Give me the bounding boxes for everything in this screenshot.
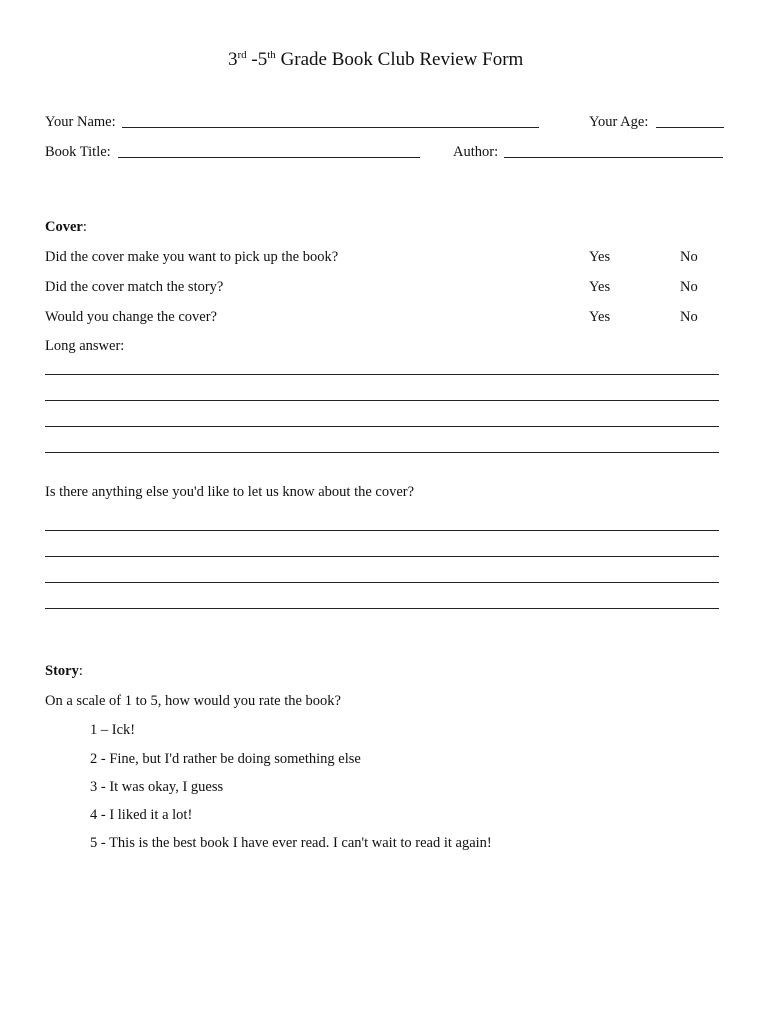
book-title-field[interactable] — [118, 157, 420, 158]
cover-question-3: Would you change the cover? — [45, 309, 217, 325]
cover-question-3-yes[interactable]: Yes — [589, 309, 611, 325]
name-label: Your Name: — [45, 114, 116, 130]
long-answer-label: Long answer: — [45, 338, 125, 354]
cover-question-2-yes[interactable]: Yes — [589, 279, 611, 295]
story-heading: Story: — [45, 663, 83, 679]
cover-question-2-no[interactable]: No — [680, 279, 698, 295]
author-label: Author: — [453, 144, 499, 160]
cover-question-2: Did the cover match the story? — [45, 279, 224, 295]
cover-heading: Cover: — [45, 219, 87, 235]
extra-answer-line-2[interactable] — [45, 556, 719, 557]
extra-answer-line-1[interactable] — [45, 530, 719, 531]
extra-answer-line-3[interactable] — [45, 582, 719, 583]
rating-option-3[interactable]: 3 - It was okay, I guess — [90, 779, 224, 795]
extra-answer-line-4[interactable] — [45, 608, 719, 609]
age-field[interactable] — [656, 127, 724, 128]
rating-option-5[interactable]: 5 - This is the best book I have ever read. I can't wait to read it again! — [90, 835, 492, 851]
author-field[interactable] — [504, 157, 723, 158]
long-answer-line-4[interactable] — [45, 452, 719, 453]
rating-option-1[interactable]: 1 – Ick! — [90, 722, 136, 738]
cover-question-1: Did the cover make you want to pick up the book? — [45, 249, 339, 265]
age-label: Your Age: — [589, 114, 649, 130]
book-title-label: Book Title: — [45, 144, 111, 160]
page-title: 3rd -5th Grade Book Club Review Form — [228, 49, 524, 70]
cover-question-1-no[interactable]: No — [680, 249, 698, 265]
long-answer-line-2[interactable] — [45, 400, 719, 401]
rating-option-4[interactable]: 4 - I liked it a lot! — [90, 807, 193, 823]
name-field[interactable] — [122, 127, 539, 128]
long-answer-line-1[interactable] — [45, 374, 719, 375]
rating-option-2[interactable]: 2 - Fine, but I'd rather be doing something else — [90, 751, 361, 767]
cover-extra-question: Is there anything else you'd like to let us know about the cover? — [45, 484, 415, 500]
story-question: On a scale of 1 to 5, how would you rate the book? — [45, 693, 341, 709]
cover-question-3-no[interactable]: No — [680, 309, 698, 325]
long-answer-line-3[interactable] — [45, 426, 719, 427]
cover-question-1-yes[interactable]: Yes — [589, 249, 611, 265]
